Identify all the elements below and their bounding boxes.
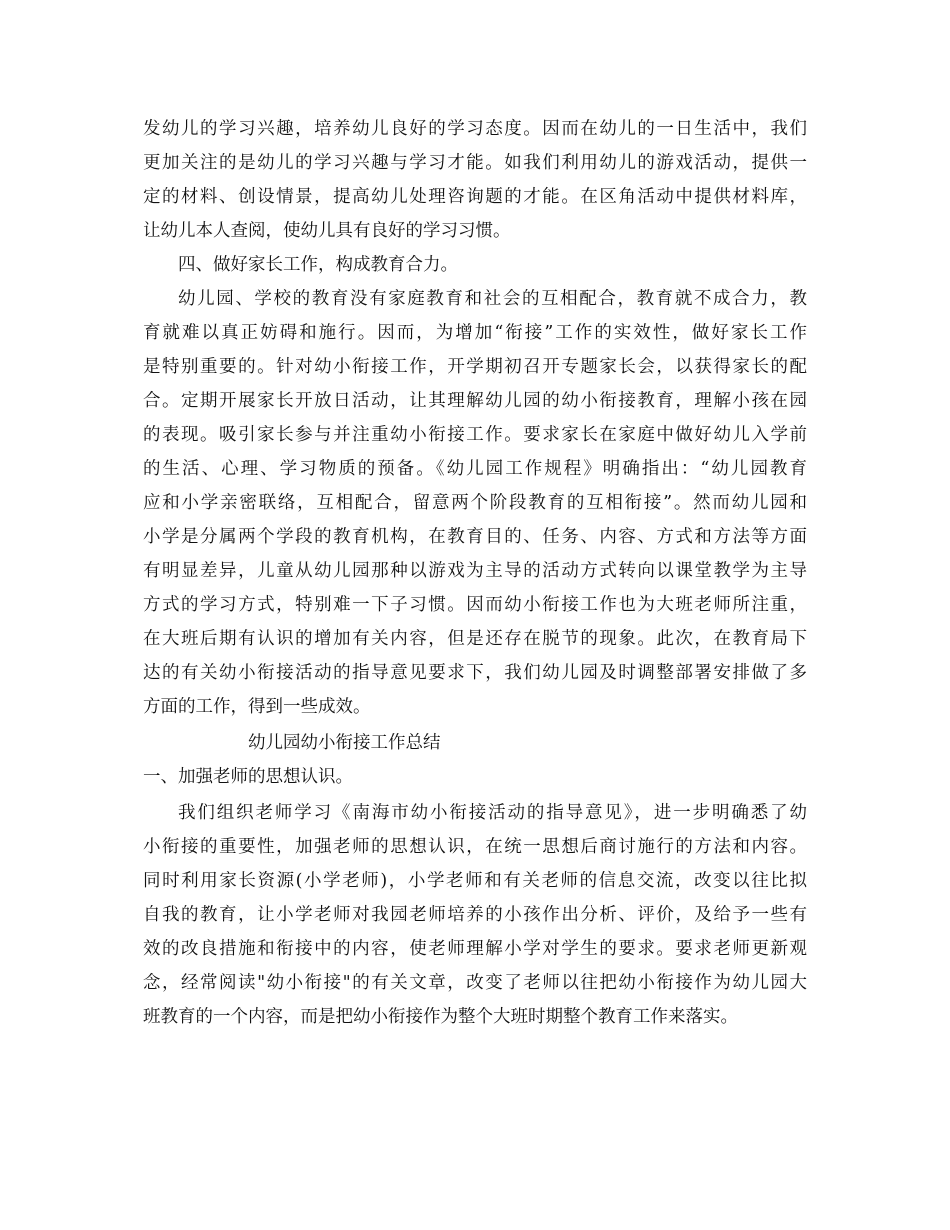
text-line: 自我的教育，让小学老师对我园老师培养的小孩作出分析、评价，及给予一些有 bbox=[143, 905, 807, 925]
section-heading: 一、加强老师的思想认识。 bbox=[143, 767, 353, 787]
text-line: 班教育的一个内容，而是把幼小衔接作为整个大班时期整个教育工作来落实。 bbox=[143, 1007, 738, 1027]
text-line: 有明显差异，儿童从幼儿园那种以游戏为主导的活动方式转向以课堂教学为主导 bbox=[143, 561, 807, 581]
text-line: 幼儿园、学校的教育没有家庭教育和社会的互相配合，教育就不成合力，教 bbox=[178, 289, 807, 309]
text-line: 方式的学习方式，特别难一下子习惯。因而幼小衔接工作也为大班老师所注重， bbox=[143, 595, 807, 615]
text-line: 念，经常阅读"幼小衔接"的有关文章，改变了老师以往把幼小衔接作为幼儿园大 bbox=[143, 973, 807, 993]
text-line: 让幼儿本人查阅，使幼儿具有良好的学习习惯。 bbox=[143, 221, 511, 241]
text-line: 在大班后期有认识的增加有关内容，但是还存在脱节的现象。此次，在教育局下 bbox=[143, 629, 807, 649]
text-line: 我们组织老师学习《南海市幼小衔接活动的指导意见》，进一步明确悉了幼 bbox=[178, 803, 807, 823]
text-line: 达的有关幼小衔接活动的指导意见要求下，我们幼儿园及时调整部署安排做了多 bbox=[143, 663, 807, 683]
text-line: 小学是分属两个学段的教育机构，在教育目的、任务、内容、方式和方法等方面 bbox=[143, 527, 807, 547]
text-line: 方面的工作，得到一些成效。 bbox=[143, 697, 371, 717]
text-line: 育就难以真正妨碍和施行。因而，为增加“衔接”工作的实效性，做好家长工作 bbox=[143, 323, 807, 343]
text-line: 更加关注的是幼儿的学习兴趣与学习才能。如我们利用幼儿的游戏活动，提供一 bbox=[143, 153, 807, 173]
text-line: 效的改良措施和衔接中的内容，使老师理解小学对学生的要求。要求老师更新观 bbox=[143, 939, 807, 959]
text-line: 合。定期开展家长开放日活动，让其理解幼儿园的幼小衔接教育，理解小孩在园 bbox=[143, 391, 807, 411]
document-title: 幼儿园幼小衔接工作总结 bbox=[248, 733, 441, 753]
text-line: 是特别重要的。针对幼小衔接工作，开学期初召开专题家长会，以获得家长的配 bbox=[143, 357, 807, 377]
text-line: 发幼儿的学习兴趣，培养幼儿良好的学习态度。因而在幼儿的一日生活中，我们 bbox=[143, 119, 807, 139]
text-line: 小衔接的重要性，加强老师的思想认识，在统一思想后商讨施行的方法和内容。 bbox=[143, 837, 807, 857]
section-heading: 四、做好家长工作，构成教育合力。 bbox=[178, 255, 458, 275]
text-line: 定的材料、创设情景，提高幼儿处理咨询题的才能。在区角活动中提供材料库， bbox=[143, 187, 807, 207]
text-line: 的生活、心理、学习物质的预备。《幼儿园工作规程》明确指出：“幼儿园教育 bbox=[143, 459, 807, 479]
text-line: 的表现。吸引家长参与并注重幼小衔接工作。要求家长在家庭中做好幼儿入学前 bbox=[143, 425, 807, 445]
text-line: 应和小学亲密联络，互相配合，留意两个阶段教育的互相衔接”。然而幼儿园和 bbox=[143, 493, 807, 513]
text-line: 同时利用家长资源(小学老师)，小学老师和有关老师的信息交流，改变以往比拟 bbox=[143, 871, 807, 891]
